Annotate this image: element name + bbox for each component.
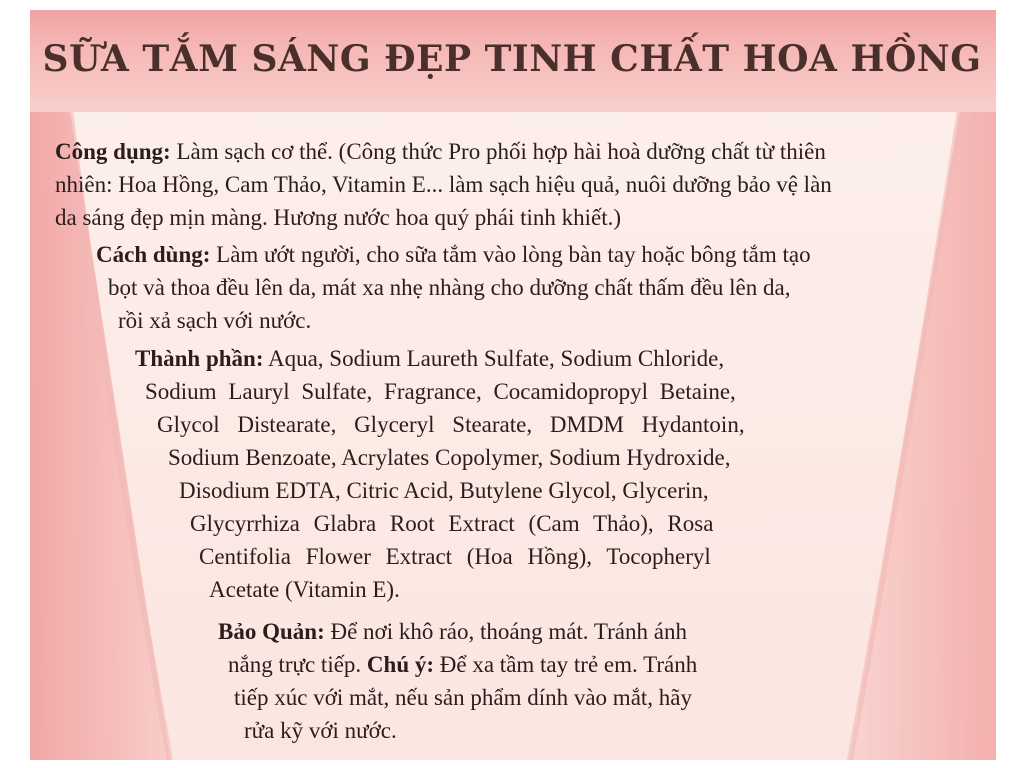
usage-label: Công dụng: (55, 139, 171, 164)
storage-text-3: tiếp xúc với mắt, nếu sản phẩm dính vào mắt, hãy (234, 685, 693, 710)
ingredients-text-6: Glycyrrhiza Glabra Root Extract (Cam Thảo), Rosa (190, 511, 714, 536)
directions-text-1: Làm ướt người, cho sữa tắm vào lòng bàn tay hoặc bông tắm tạo (210, 242, 811, 267)
storage-text-1: Để nơi khô ráo, thoáng mát. Tránh ánh (324, 619, 687, 644)
storage-text-4: rửa kỹ với nước. (244, 718, 397, 743)
caution-label: Chú ý: (366, 652, 435, 677)
ingredients-text-2: Sodium Lauryl Sulfate, Fragrance, Cocamidopropyl Betaine, (145, 379, 736, 404)
ingredients-label: Thành phần: (135, 346, 264, 371)
storage-text-2b: Để xa tầm tay trẻ em. Tránh (434, 652, 698, 677)
product-title: SỮA TẮM SÁNG ĐẸP TINH CHẤT HOA HỒNG (42, 38, 982, 80)
directions-paragraph (96, 238, 811, 337)
ingredients-text-1: Aqua, Sodium Laureth Sulfate, Sodium Chloride, (263, 346, 725, 371)
usage-text-3: da sáng đẹp mịn màng. Hương nước hoa quý phái tinh khiết.) (55, 205, 622, 230)
usage-text-2: nhiên: Hoa Hồng, Cam Thảo, Vitamin E... làm sạch hiệu quả, nuôi dưỡng bảo vệ làn (55, 172, 832, 197)
ingredients-text-7: Centifolia Flower Extract (Hoa Hồng), Tocopheryl (199, 544, 711, 569)
ingredients-text-5: Disodium EDTA, Citric Acid, Butylene Glycol, Glycerin, (179, 478, 709, 503)
usage-paragraph (55, 135, 832, 234)
ingredients-text-3: Glycol Distearate, Glyceryl Stearate, DMDM Hydantoin, (157, 412, 745, 437)
storage-text-2a: nắng trực tiếp. (228, 652, 367, 677)
ingredients-text-8: Acetate (Vitamin E). (209, 577, 400, 602)
directions-label: Cách dùng: (96, 242, 211, 267)
storage-label: Bảo Quản: (218, 619, 325, 644)
storage-paragraph (218, 615, 697, 747)
directions-text-3: rồi xả sạch với nước. (118, 308, 312, 333)
ingredients-text-4: Sodium Benzoate, Acrylates Copolymer, Sodium Hydroxide, (168, 445, 731, 470)
directions-text-2: bọt và thoa đều lên da, mát xa nhẹ nhàng cho dưỡng chất thấm đều lên da, (108, 275, 791, 300)
ingredients-paragraph (135, 342, 745, 606)
usage-text-1: Làm sạch cơ thể. (Công thức Pro phối hợp hài hoà dưỡng chất từ thiên (170, 139, 826, 164)
